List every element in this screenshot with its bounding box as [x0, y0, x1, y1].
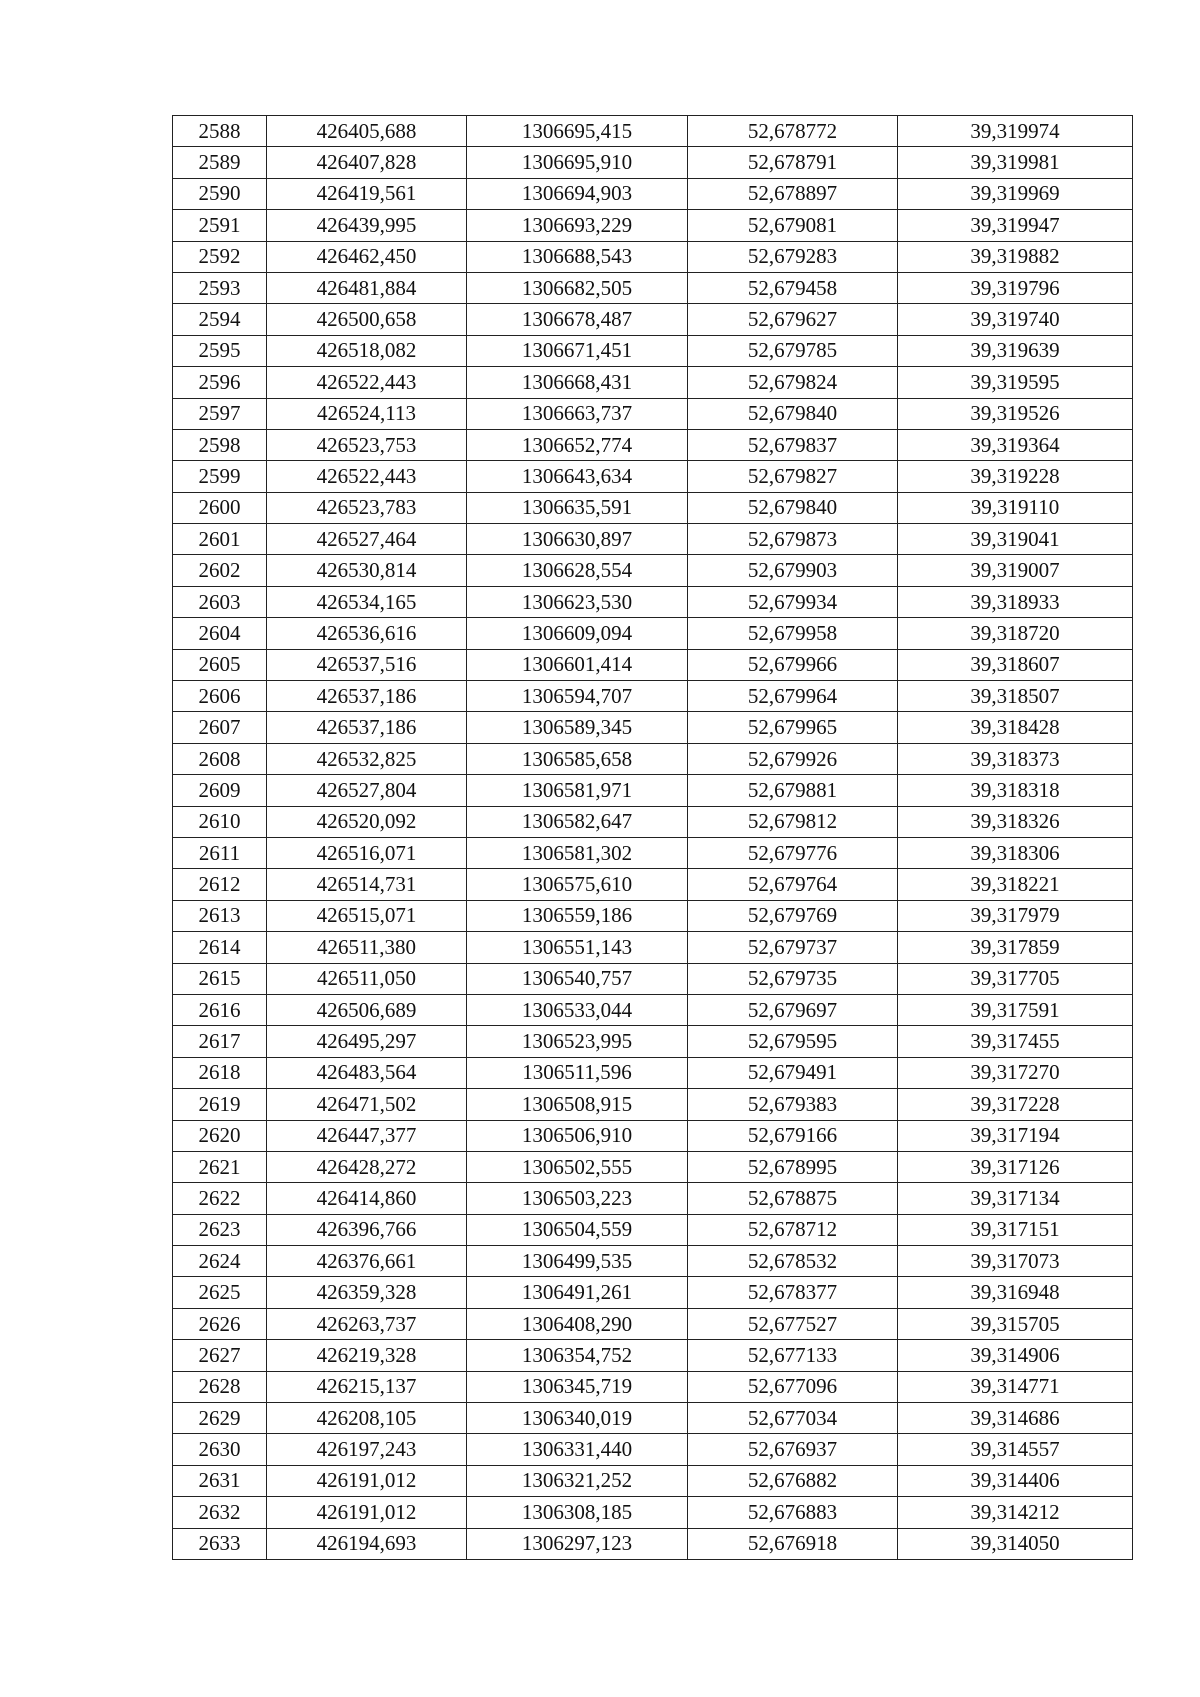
- point-number-cell: 2595: [173, 335, 267, 366]
- y-coordinate-cell: 1306511,596: [467, 1057, 688, 1088]
- latitude-cell: 52,677034: [688, 1403, 898, 1434]
- longitude-cell: 39,314050: [898, 1528, 1133, 1559]
- x-coordinate-cell: 426523,783: [267, 492, 467, 523]
- x-coordinate-cell: 426500,658: [267, 304, 467, 335]
- x-coordinate-cell: 426215,137: [267, 1371, 467, 1402]
- point-number-cell: 2609: [173, 775, 267, 806]
- table-row: [173, 775, 1133, 806]
- x-coordinate-cell: 426524,113: [267, 398, 467, 429]
- latitude-cell: 52,678772: [688, 116, 898, 147]
- table-row: [173, 1403, 1133, 1434]
- longitude-cell: 39,317859: [898, 932, 1133, 963]
- longitude-cell: 39,314686: [898, 1403, 1133, 1434]
- y-coordinate-cell: 1306540,757: [467, 963, 688, 994]
- latitude-cell: 52,679776: [688, 837, 898, 868]
- table-row: [173, 1277, 1133, 1308]
- x-coordinate-cell: 426376,661: [267, 1246, 467, 1277]
- table-row: [173, 963, 1133, 994]
- point-number-cell: 2633: [173, 1528, 267, 1559]
- y-coordinate-cell: 1306695,910: [467, 147, 688, 178]
- point-number-cell: 2630: [173, 1434, 267, 1465]
- latitude-cell: 52,676882: [688, 1465, 898, 1496]
- point-number-cell: 2589: [173, 147, 267, 178]
- longitude-cell: 39,319947: [898, 210, 1133, 241]
- table-row: [173, 1497, 1133, 1528]
- x-coordinate-cell: 426191,012: [267, 1497, 467, 1528]
- x-coordinate-cell: 426447,377: [267, 1120, 467, 1151]
- longitude-cell: 39,317979: [898, 900, 1133, 931]
- y-coordinate-cell: 1306559,186: [467, 900, 688, 931]
- table-row: [173, 932, 1133, 963]
- x-coordinate-cell: 426419,561: [267, 178, 467, 209]
- x-coordinate-cell: 426536,616: [267, 618, 467, 649]
- table-row: [173, 241, 1133, 272]
- point-number-cell: 2593: [173, 272, 267, 303]
- point-number-cell: 2608: [173, 743, 267, 774]
- y-coordinate-cell: 1306652,774: [467, 429, 688, 460]
- x-coordinate-cell: 426534,165: [267, 586, 467, 617]
- y-coordinate-cell: 1306575,610: [467, 869, 688, 900]
- longitude-cell: 39,318221: [898, 869, 1133, 900]
- longitude-cell: 39,317591: [898, 994, 1133, 1025]
- table-row: [173, 304, 1133, 335]
- longitude-cell: 39,318326: [898, 806, 1133, 837]
- table-row: [173, 1089, 1133, 1120]
- longitude-cell: 39,317151: [898, 1214, 1133, 1245]
- y-coordinate-cell: 1306581,302: [467, 837, 688, 868]
- y-coordinate-cell: 1306643,634: [467, 461, 688, 492]
- longitude-cell: 39,316948: [898, 1277, 1133, 1308]
- table-row: [173, 837, 1133, 868]
- point-number-cell: 2592: [173, 241, 267, 272]
- y-coordinate-cell: 1306682,505: [467, 272, 688, 303]
- latitude-cell: 52,677133: [688, 1340, 898, 1371]
- latitude-cell: 52,676937: [688, 1434, 898, 1465]
- point-number-cell: 2628: [173, 1371, 267, 1402]
- point-number-cell: 2602: [173, 555, 267, 586]
- longitude-cell: 39,317073: [898, 1246, 1133, 1277]
- y-coordinate-cell: 1306585,658: [467, 743, 688, 774]
- x-coordinate-cell: 426522,443: [267, 367, 467, 398]
- table-row: [173, 806, 1133, 837]
- table-row: [173, 1026, 1133, 1057]
- x-coordinate-cell: 426483,564: [267, 1057, 467, 1088]
- latitude-cell: 52,678791: [688, 147, 898, 178]
- x-coordinate-cell: 426511,050: [267, 963, 467, 994]
- y-coordinate-cell: 1306581,971: [467, 775, 688, 806]
- table-row: [173, 178, 1133, 209]
- table-row: [173, 367, 1133, 398]
- longitude-cell: 39,317134: [898, 1183, 1133, 1214]
- table-row: [173, 900, 1133, 931]
- latitude-cell: 52,679383: [688, 1089, 898, 1120]
- latitude-cell: 52,679491: [688, 1057, 898, 1088]
- x-coordinate-cell: 426527,464: [267, 524, 467, 555]
- x-coordinate-cell: 426515,071: [267, 900, 467, 931]
- point-number-cell: 2629: [173, 1403, 267, 1434]
- point-number-cell: 2624: [173, 1246, 267, 1277]
- table-row: [173, 461, 1133, 492]
- table-row: [173, 1308, 1133, 1339]
- latitude-cell: 52,679812: [688, 806, 898, 837]
- point-number-cell: 2590: [173, 178, 267, 209]
- y-coordinate-cell: 1306321,252: [467, 1465, 688, 1496]
- x-coordinate-cell: 426537,516: [267, 649, 467, 680]
- longitude-cell: 39,315705: [898, 1308, 1133, 1339]
- latitude-cell: 52,679840: [688, 492, 898, 523]
- latitude-cell: 52,678532: [688, 1246, 898, 1277]
- x-coordinate-cell: 426263,737: [267, 1308, 467, 1339]
- point-number-cell: 2604: [173, 618, 267, 649]
- y-coordinate-cell: 1306609,094: [467, 618, 688, 649]
- longitude-cell: 39,319639: [898, 335, 1133, 366]
- table-row: [173, 524, 1133, 555]
- y-coordinate-cell: 1306345,719: [467, 1371, 688, 1402]
- y-coordinate-cell: 1306503,223: [467, 1183, 688, 1214]
- longitude-cell: 39,317228: [898, 1089, 1133, 1120]
- x-coordinate-cell: 426414,860: [267, 1183, 467, 1214]
- x-coordinate-cell: 426194,693: [267, 1528, 467, 1559]
- latitude-cell: 52,679873: [688, 524, 898, 555]
- table-row: [173, 994, 1133, 1025]
- coordinates-table-body: [173, 116, 1133, 1560]
- x-coordinate-cell: 426523,753: [267, 429, 467, 460]
- y-coordinate-cell: 1306678,487: [467, 304, 688, 335]
- table-row: [173, 210, 1133, 241]
- table-row: [173, 555, 1133, 586]
- point-number-cell: 2626: [173, 1308, 267, 1339]
- x-coordinate-cell: 426506,689: [267, 994, 467, 1025]
- table-row: [173, 1465, 1133, 1496]
- longitude-cell: 39,319041: [898, 524, 1133, 555]
- x-coordinate-cell: 426359,328: [267, 1277, 467, 1308]
- point-number-cell: 2600: [173, 492, 267, 523]
- x-coordinate-cell: 426462,450: [267, 241, 467, 272]
- latitude-cell: 52,679737: [688, 932, 898, 963]
- table-row: [173, 1434, 1133, 1465]
- longitude-cell: 39,318373: [898, 743, 1133, 774]
- table-row: [173, 618, 1133, 649]
- latitude-cell: 52,679283: [688, 241, 898, 272]
- point-number-cell: 2614: [173, 932, 267, 963]
- point-number-cell: 2618: [173, 1057, 267, 1088]
- point-number-cell: 2619: [173, 1089, 267, 1120]
- table-row: [173, 1246, 1133, 1277]
- y-coordinate-cell: 1306668,431: [467, 367, 688, 398]
- point-number-cell: 2627: [173, 1340, 267, 1371]
- point-number-cell: 2601: [173, 524, 267, 555]
- table-row: [173, 1120, 1133, 1151]
- latitude-cell: 52,679837: [688, 429, 898, 460]
- y-coordinate-cell: 1306695,415: [467, 116, 688, 147]
- latitude-cell: 52,679965: [688, 712, 898, 743]
- longitude-cell: 39,318306: [898, 837, 1133, 868]
- x-coordinate-cell: 426471,502: [267, 1089, 467, 1120]
- y-coordinate-cell: 1306408,290: [467, 1308, 688, 1339]
- x-coordinate-cell: 426197,243: [267, 1434, 467, 1465]
- table-row: [173, 869, 1133, 900]
- longitude-cell: 39,318933: [898, 586, 1133, 617]
- point-number-cell: 2613: [173, 900, 267, 931]
- table-row: [173, 712, 1133, 743]
- x-coordinate-cell: 426219,328: [267, 1340, 467, 1371]
- point-number-cell: 2599: [173, 461, 267, 492]
- y-coordinate-cell: 1306601,414: [467, 649, 688, 680]
- latitude-cell: 52,679166: [688, 1120, 898, 1151]
- latitude-cell: 52,679966: [688, 649, 898, 680]
- latitude-cell: 52,679081: [688, 210, 898, 241]
- x-coordinate-cell: 426495,297: [267, 1026, 467, 1057]
- table-row: [173, 1057, 1133, 1088]
- point-number-cell: 2612: [173, 869, 267, 900]
- table-row: [173, 681, 1133, 712]
- table-row: [173, 147, 1133, 178]
- table-row: [173, 743, 1133, 774]
- y-coordinate-cell: 1306628,554: [467, 555, 688, 586]
- x-coordinate-cell: 426532,825: [267, 743, 467, 774]
- latitude-cell: 52,679769: [688, 900, 898, 931]
- latitude-cell: 52,679764: [688, 869, 898, 900]
- longitude-cell: 39,319740: [898, 304, 1133, 335]
- latitude-cell: 52,679964: [688, 681, 898, 712]
- longitude-cell: 39,319364: [898, 429, 1133, 460]
- table-row: [173, 116, 1133, 147]
- point-number-cell: 2616: [173, 994, 267, 1025]
- longitude-cell: 39,317270: [898, 1057, 1133, 1088]
- table-row: [173, 272, 1133, 303]
- table-row: [173, 492, 1133, 523]
- x-coordinate-cell: 426208,105: [267, 1403, 467, 1434]
- table-row: [173, 586, 1133, 617]
- latitude-cell: 52,678377: [688, 1277, 898, 1308]
- longitude-cell: 39,314212: [898, 1497, 1133, 1528]
- latitude-cell: 52,679958: [688, 618, 898, 649]
- longitude-cell: 39,314771: [898, 1371, 1133, 1402]
- point-number-cell: 2631: [173, 1465, 267, 1496]
- latitude-cell: 52,677527: [688, 1308, 898, 1339]
- latitude-cell: 52,679840: [688, 398, 898, 429]
- latitude-cell: 52,679824: [688, 367, 898, 398]
- x-coordinate-cell: 426407,828: [267, 147, 467, 178]
- x-coordinate-cell: 426537,186: [267, 681, 467, 712]
- coordinates-table: [172, 115, 1133, 1560]
- table-row: [173, 335, 1133, 366]
- x-coordinate-cell: 426518,082: [267, 335, 467, 366]
- y-coordinate-cell: 1306582,647: [467, 806, 688, 837]
- longitude-cell: 39,319228: [898, 461, 1133, 492]
- point-number-cell: 2606: [173, 681, 267, 712]
- longitude-cell: 39,319969: [898, 178, 1133, 209]
- x-coordinate-cell: 426530,814: [267, 555, 467, 586]
- x-coordinate-cell: 426481,884: [267, 272, 467, 303]
- longitude-cell: 39,318318: [898, 775, 1133, 806]
- y-coordinate-cell: 1306504,559: [467, 1214, 688, 1245]
- y-coordinate-cell: 1306693,229: [467, 210, 688, 241]
- point-number-cell: 2617: [173, 1026, 267, 1057]
- point-number-cell: 2632: [173, 1497, 267, 1528]
- y-coordinate-cell: 1306551,143: [467, 932, 688, 963]
- y-coordinate-cell: 1306671,451: [467, 335, 688, 366]
- point-number-cell: 2611: [173, 837, 267, 868]
- x-coordinate-cell: 426396,766: [267, 1214, 467, 1245]
- y-coordinate-cell: 1306508,915: [467, 1089, 688, 1120]
- longitude-cell: 39,318720: [898, 618, 1133, 649]
- table-row: [173, 429, 1133, 460]
- y-coordinate-cell: 1306635,591: [467, 492, 688, 523]
- y-coordinate-cell: 1306499,535: [467, 1246, 688, 1277]
- y-coordinate-cell: 1306331,440: [467, 1434, 688, 1465]
- x-coordinate-cell: 426514,731: [267, 869, 467, 900]
- y-coordinate-cell: 1306523,995: [467, 1026, 688, 1057]
- latitude-cell: 52,679785: [688, 335, 898, 366]
- longitude-cell: 39,317455: [898, 1026, 1133, 1057]
- longitude-cell: 39,317705: [898, 963, 1133, 994]
- x-coordinate-cell: 426522,443: [267, 461, 467, 492]
- y-coordinate-cell: 1306623,530: [467, 586, 688, 617]
- y-coordinate-cell: 1306589,345: [467, 712, 688, 743]
- longitude-cell: 39,319526: [898, 398, 1133, 429]
- table-row: [173, 1371, 1133, 1402]
- latitude-cell: 52,679735: [688, 963, 898, 994]
- latitude-cell: 52,678995: [688, 1151, 898, 1182]
- point-number-cell: 2603: [173, 586, 267, 617]
- point-number-cell: 2620: [173, 1120, 267, 1151]
- longitude-cell: 39,319974: [898, 116, 1133, 147]
- y-coordinate-cell: 1306630,897: [467, 524, 688, 555]
- x-coordinate-cell: 426511,380: [267, 932, 467, 963]
- y-coordinate-cell: 1306340,019: [467, 1403, 688, 1434]
- latitude-cell: 52,678875: [688, 1183, 898, 1214]
- y-coordinate-cell: 1306533,044: [467, 994, 688, 1025]
- y-coordinate-cell: 1306506,910: [467, 1120, 688, 1151]
- y-coordinate-cell: 1306663,737: [467, 398, 688, 429]
- longitude-cell: 39,318428: [898, 712, 1133, 743]
- point-number-cell: 2588: [173, 116, 267, 147]
- latitude-cell: 52,678712: [688, 1214, 898, 1245]
- table-row: [173, 649, 1133, 680]
- latitude-cell: 52,679903: [688, 555, 898, 586]
- point-number-cell: 2605: [173, 649, 267, 680]
- table-row: [173, 1528, 1133, 1559]
- longitude-cell: 39,317126: [898, 1151, 1133, 1182]
- x-coordinate-cell: 426520,092: [267, 806, 467, 837]
- latitude-cell: 52,676883: [688, 1497, 898, 1528]
- table-row: [173, 1340, 1133, 1371]
- point-number-cell: 2610: [173, 806, 267, 837]
- y-coordinate-cell: 1306502,555: [467, 1151, 688, 1182]
- x-coordinate-cell: 426428,272: [267, 1151, 467, 1182]
- latitude-cell: 52,679458: [688, 272, 898, 303]
- point-number-cell: 2623: [173, 1214, 267, 1245]
- longitude-cell: 39,317194: [898, 1120, 1133, 1151]
- point-number-cell: 2598: [173, 429, 267, 460]
- point-number-cell: 2597: [173, 398, 267, 429]
- latitude-cell: 52,679595: [688, 1026, 898, 1057]
- longitude-cell: 39,318607: [898, 649, 1133, 680]
- point-number-cell: 2625: [173, 1277, 267, 1308]
- latitude-cell: 52,679627: [688, 304, 898, 335]
- latitude-cell: 52,676918: [688, 1528, 898, 1559]
- latitude-cell: 52,679881: [688, 775, 898, 806]
- latitude-cell: 52,679926: [688, 743, 898, 774]
- latitude-cell: 52,679827: [688, 461, 898, 492]
- longitude-cell: 39,319007: [898, 555, 1133, 586]
- longitude-cell: 39,318507: [898, 681, 1133, 712]
- longitude-cell: 39,319595: [898, 367, 1133, 398]
- latitude-cell: 52,679697: [688, 994, 898, 1025]
- latitude-cell: 52,678897: [688, 178, 898, 209]
- y-coordinate-cell: 1306354,752: [467, 1340, 688, 1371]
- point-number-cell: 2591: [173, 210, 267, 241]
- x-coordinate-cell: 426439,995: [267, 210, 467, 241]
- longitude-cell: 39,314557: [898, 1434, 1133, 1465]
- y-coordinate-cell: 1306694,903: [467, 178, 688, 209]
- point-number-cell: 2594: [173, 304, 267, 335]
- x-coordinate-cell: 426405,688: [267, 116, 467, 147]
- y-coordinate-cell: 1306308,185: [467, 1497, 688, 1528]
- y-coordinate-cell: 1306491,261: [467, 1277, 688, 1308]
- point-number-cell: 2621: [173, 1151, 267, 1182]
- longitude-cell: 39,319882: [898, 241, 1133, 272]
- latitude-cell: 52,679934: [688, 586, 898, 617]
- longitude-cell: 39,314906: [898, 1340, 1133, 1371]
- y-coordinate-cell: 1306594,707: [467, 681, 688, 712]
- table-row: [173, 1183, 1133, 1214]
- x-coordinate-cell: 426516,071: [267, 837, 467, 868]
- longitude-cell: 39,319796: [898, 272, 1133, 303]
- y-coordinate-cell: 1306688,543: [467, 241, 688, 272]
- y-coordinate-cell: 1306297,123: [467, 1528, 688, 1559]
- point-number-cell: 2615: [173, 963, 267, 994]
- table-row: [173, 398, 1133, 429]
- point-number-cell: 2622: [173, 1183, 267, 1214]
- table-row: [173, 1151, 1133, 1182]
- point-number-cell: 2607: [173, 712, 267, 743]
- longitude-cell: 39,319110: [898, 492, 1133, 523]
- x-coordinate-cell: 426537,186: [267, 712, 467, 743]
- longitude-cell: 39,314406: [898, 1465, 1133, 1496]
- x-coordinate-cell: 426527,804: [267, 775, 467, 806]
- longitude-cell: 39,319981: [898, 147, 1133, 178]
- table-row: [173, 1214, 1133, 1245]
- point-number-cell: 2596: [173, 367, 267, 398]
- latitude-cell: 52,677096: [688, 1371, 898, 1402]
- x-coordinate-cell: 426191,012: [267, 1465, 467, 1496]
